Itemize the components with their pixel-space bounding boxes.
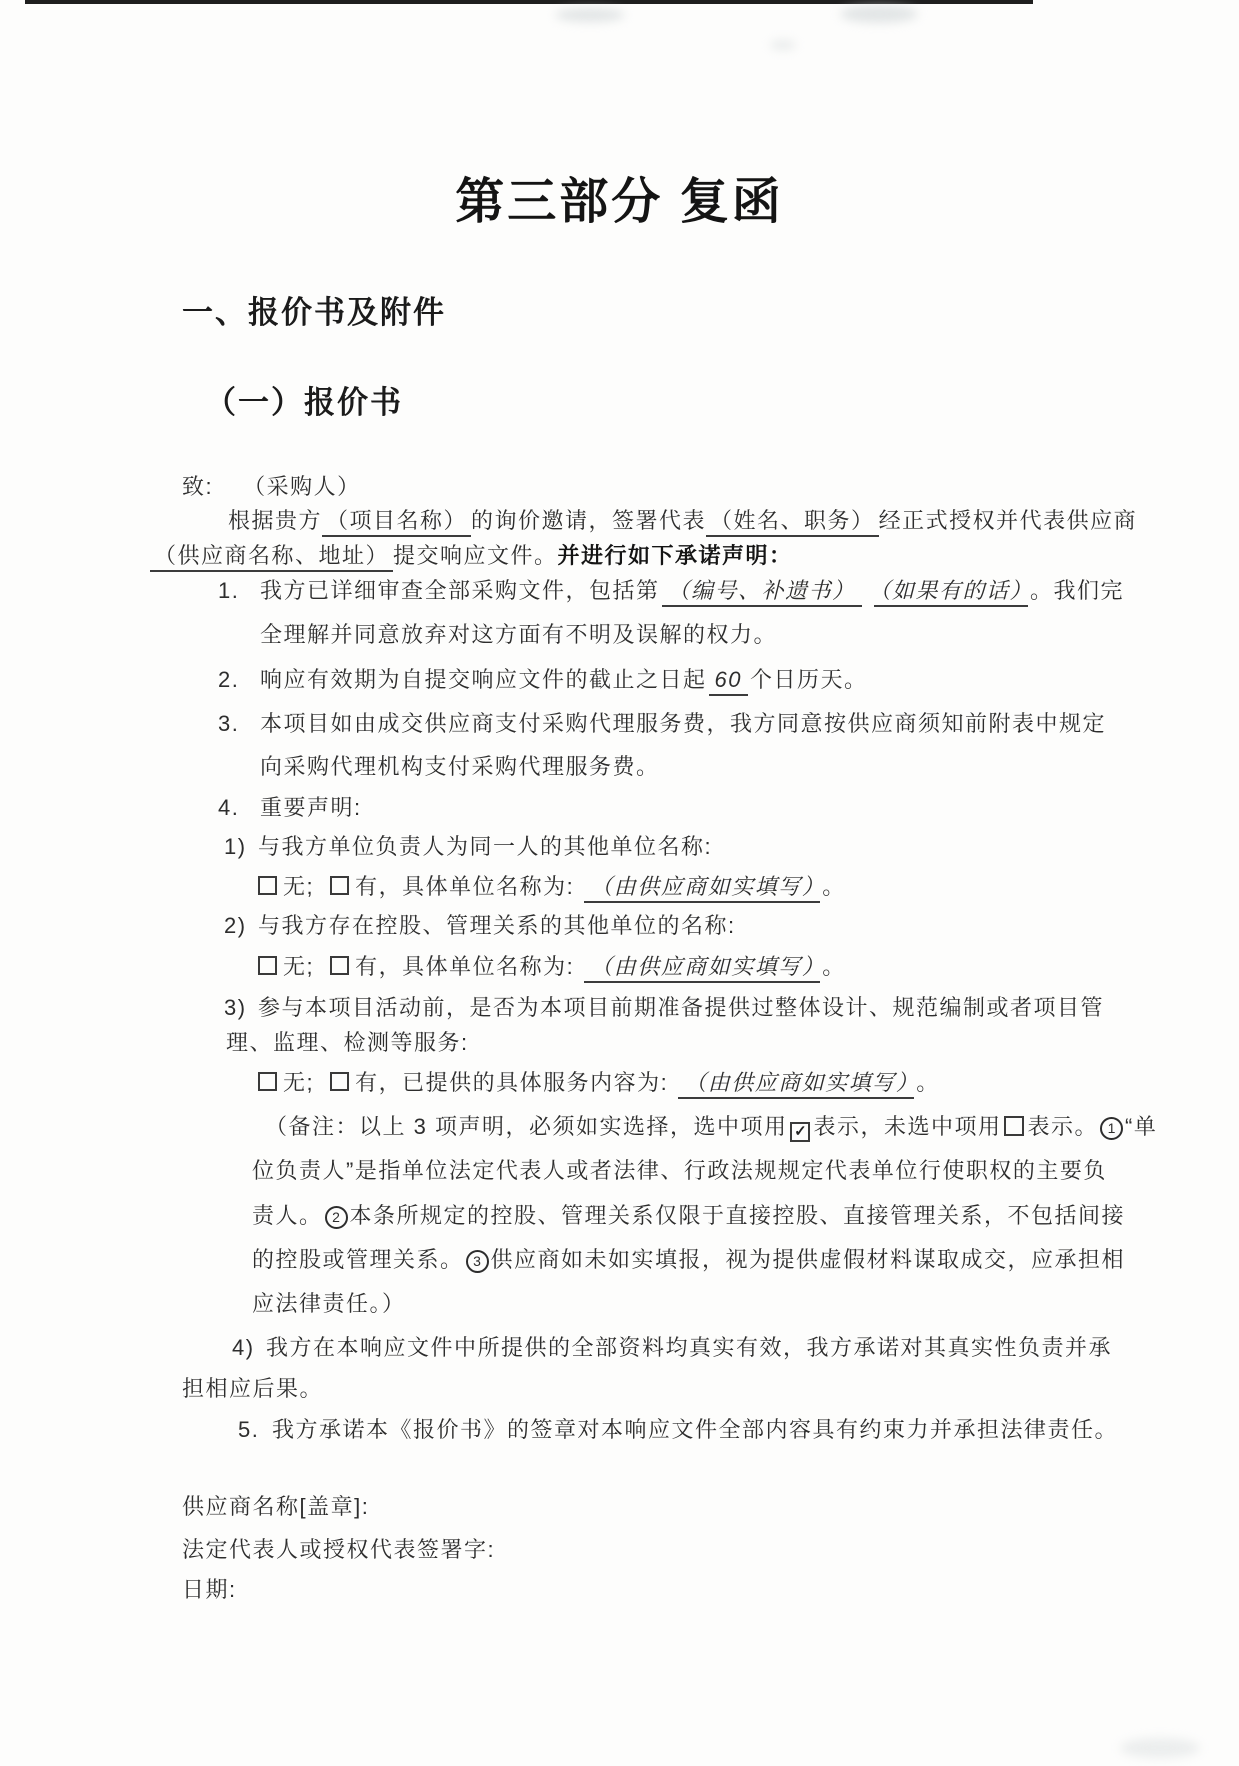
scan-smudge xyxy=(770,40,796,50)
intro-text: 提交响应文件。 xyxy=(393,543,558,568)
note-text: “单 xyxy=(1125,1114,1158,1139)
commitment-declaration-lead: 并进行如下承诺声明： xyxy=(557,543,793,568)
note-text: 本条所规定的控股、管理关系仅限于直接控股、直接管理关系，不包括间接 xyxy=(349,1203,1126,1228)
checkbox-yes-label: 有，具体单位名称为: xyxy=(355,954,575,979)
note-line-5 xyxy=(252,1289,406,1319)
section-heading: 一、报价书及附件 xyxy=(182,295,446,330)
checkbox-no[interactable] xyxy=(258,1072,277,1091)
sub-item-text: 理、监理、检测等服务: xyxy=(226,1030,469,1055)
item-text: 全理解并同意放弃对这方面有不明及误解的权力。 xyxy=(260,622,778,647)
sub-item-text: 我方在本响应文件中所提供的全部资料均真实有效，我方承诺对其真实性负责并承 xyxy=(266,1335,1113,1360)
note-text: 供应商如未如实填报，视为提供虚假材料谋取成交，应承担相 xyxy=(490,1247,1126,1272)
date-label: 日期: xyxy=(182,1577,237,1602)
list-item-5 xyxy=(238,1415,1118,1445)
item-text: 我方承诺本《报价书》的签章对本响应文件全部内容具有约束力并承担法律责任。 xyxy=(272,1417,1119,1442)
item-number: 2. xyxy=(218,667,240,692)
sub-item-3-line-1 xyxy=(224,993,1104,1023)
checkbox-yes-label: 有，具体单位名称为: xyxy=(355,874,575,899)
list-item-1-line-2 xyxy=(260,620,777,650)
sub-item-text: 担相应后果。 xyxy=(182,1376,324,1401)
item-number: 1. xyxy=(218,578,240,603)
item-text: 响应有效期为自提交响应文件的截止之日起 xyxy=(260,667,707,692)
document-title: 第三部分 复函 xyxy=(455,175,784,229)
salutation-line xyxy=(182,472,361,502)
list-item-3-line-1 xyxy=(218,709,1106,739)
checkbox-yes[interactable] xyxy=(330,876,349,895)
intro-text: 根据贵方 xyxy=(228,508,323,533)
checkbox-no-label: 无; xyxy=(283,1070,315,1095)
sub-item-number: 2) xyxy=(224,913,247,938)
item-number: 4. xyxy=(218,795,240,820)
sub-item-3-line-2 xyxy=(226,1028,469,1058)
sub-item-1 xyxy=(224,832,712,862)
item-text: 我方已详细审查全部采购文件，包括第 xyxy=(260,578,660,603)
period: 。 xyxy=(916,1070,940,1095)
note-line-4 xyxy=(252,1245,1125,1275)
sub-item-number: 4) xyxy=(232,1335,255,1360)
checkbox-yes[interactable] xyxy=(330,1072,349,1091)
list-item-1-line-1 xyxy=(218,576,1124,606)
intro-text: 的询价邀请，签署代表 xyxy=(471,508,707,533)
representative-name-field[interactable]: （姓名、职务） xyxy=(706,508,879,537)
service-content-fill-field[interactable]: （由供应商如实填写） xyxy=(678,1070,914,1099)
intro-line-2 xyxy=(150,541,793,571)
sub-item-2-options xyxy=(258,952,846,982)
salutation-value: （采购人） xyxy=(243,474,361,499)
note-text: 责人。 xyxy=(252,1203,323,1228)
if-any-field[interactable]: （如果有的话） xyxy=(874,578,1029,607)
sub-item-text: 与我方存在控股、管理关系的其他单位的名称: xyxy=(258,913,736,938)
checkbox-no[interactable] xyxy=(258,876,277,895)
sub-item-4-line-1 xyxy=(232,1333,1112,1363)
validity-days-field[interactable]: 60 xyxy=(709,667,748,696)
period: 。 xyxy=(822,954,846,979)
scan-smudge xyxy=(1120,1738,1200,1758)
list-item-3-line-2 xyxy=(260,752,660,782)
note-text: 的控股或管理关系。 xyxy=(252,1247,464,1272)
sub-item-text: 与我方单位负责人为同一人的其他单位名称: xyxy=(258,834,713,859)
scan-smudge xyxy=(555,8,625,22)
sub-item-4-line-2 xyxy=(182,1374,323,1404)
checkbox-no[interactable] xyxy=(258,956,277,975)
item-text: 重要声明: xyxy=(260,795,362,820)
item-text: 。我们完 xyxy=(1030,578,1125,603)
checkbox-no-label: 无; xyxy=(283,874,315,899)
note-text: （备注：以上 3 项声明，必须如实选择，选中项用 xyxy=(265,1114,788,1139)
date-line xyxy=(182,1575,237,1605)
unit-name-fill-field[interactable]: （由供应商如实填写） xyxy=(584,954,820,983)
note-text: 表示，未选中项用 xyxy=(813,1114,1002,1139)
scan-smudge xyxy=(840,5,918,23)
note-line-3 xyxy=(252,1201,1125,1231)
supplier-seal-label: 供应商名称[盖章]: xyxy=(182,1494,370,1519)
scan-artifact-top-line xyxy=(25,0,1033,4)
supplier-seal-line xyxy=(182,1492,369,1522)
sub-item-3-options xyxy=(258,1068,940,1098)
salutation-label: 致: xyxy=(182,474,214,499)
intro-text: 经正式授权并代表供应商 xyxy=(878,508,1138,533)
sub-item-2 xyxy=(224,911,736,941)
period: 。 xyxy=(822,874,846,899)
representative-signature-line xyxy=(182,1535,495,1565)
note-text: 应法律责任。） xyxy=(252,1291,406,1316)
representative-signature-label: 法定代表人或授权代表签署字: xyxy=(182,1537,496,1562)
list-item-2 xyxy=(218,665,868,695)
supplier-name-field[interactable]: （供应商名称、地址） xyxy=(150,543,393,572)
circled-two-icon: 2 xyxy=(325,1206,348,1229)
checked-box-icon: ✓ xyxy=(790,1122,810,1142)
item-number: 5. xyxy=(238,1417,260,1442)
sub-item-text: 参与本项目活动前，是否为本项目前期准备提供过整体设计、规范编制或者项目管 xyxy=(258,995,1105,1020)
item-text: 个日历天。 xyxy=(750,667,868,692)
item-number: 3. xyxy=(218,711,240,736)
unchecked-box-icon xyxy=(1004,1116,1024,1136)
item-text: 本项目如由成交供应商支付采购代理服务费，我方同意按供应商须知前附表中规定 xyxy=(260,711,1107,736)
unit-name-fill-field[interactable]: （由供应商如实填写） xyxy=(584,874,820,903)
checkbox-yes-label: 有，已提供的具体服务内容为: xyxy=(355,1070,669,1095)
note-line-2 xyxy=(252,1156,1107,1186)
sub-item-1-options xyxy=(258,872,846,902)
circled-one-icon: 1 xyxy=(1100,1117,1123,1140)
document-number-field[interactable]: （编号、补遗书） xyxy=(662,578,862,607)
project-name-field[interactable]: （项目名称） xyxy=(322,508,471,537)
list-item-4 xyxy=(218,793,362,823)
item-text: 向采购代理机构支付采购代理服务费。 xyxy=(260,754,660,779)
intro-line-1 xyxy=(228,506,1137,536)
sub-heading: （一）报价书 xyxy=(205,385,403,420)
circled-three-icon: 3 xyxy=(466,1250,489,1273)
note-text: 位负责人”是指单位法定代表人或者法律、行政法规规定代表单位行使职权的主要负 xyxy=(252,1158,1107,1183)
note-text: 表示。 xyxy=(1027,1114,1098,1139)
checkbox-yes[interactable] xyxy=(330,956,349,975)
sub-item-number: 1) xyxy=(224,834,247,859)
note-line-1 xyxy=(265,1112,1157,1142)
checkbox-no-label: 无; xyxy=(283,954,315,979)
sub-item-number: 3) xyxy=(224,995,247,1020)
